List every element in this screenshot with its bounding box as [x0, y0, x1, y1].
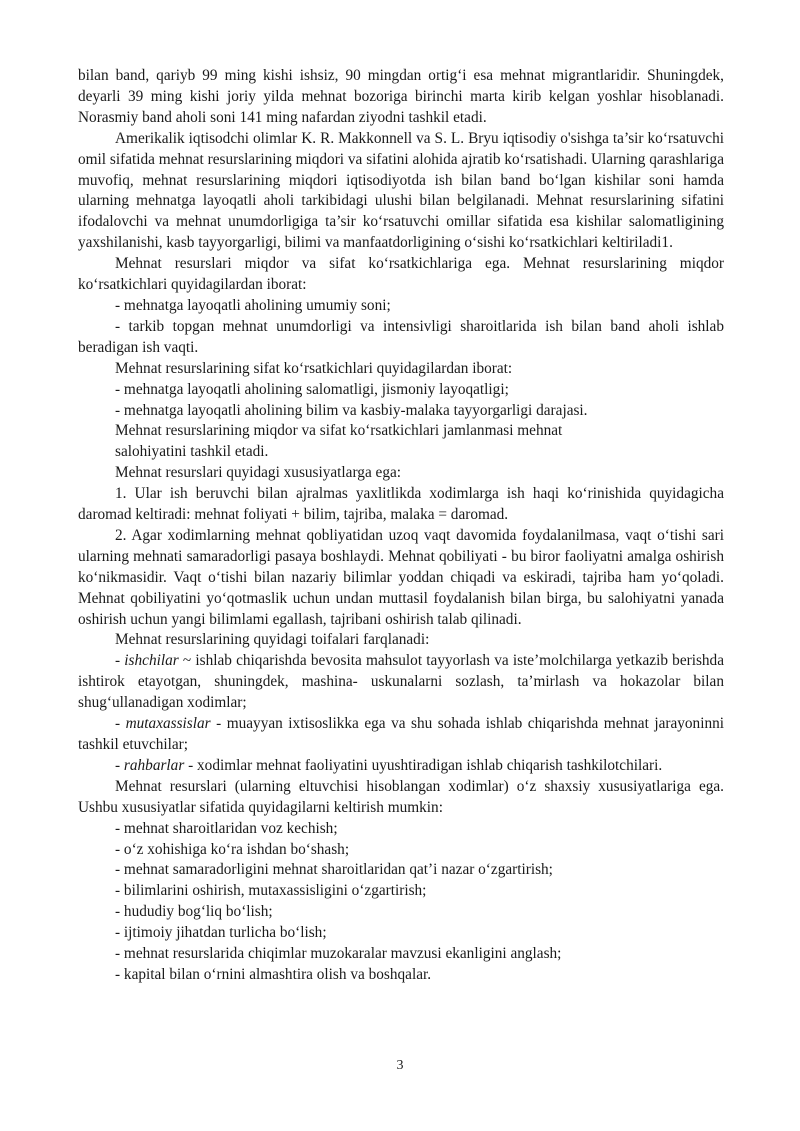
paragraph: - mehnat sharoitlaridan voz kechish; — [115, 819, 338, 837]
paragraph: bilan band, qariyb 99 ming kishi ishsiz, 90 mingdan ortig‘i esa mehnat migrantlaridir. Shuningdek, deyarli 39 ming kishi joriy yilda mehnat bozoriga birinchi marta kirib kelgan yoshlar hisoblanadi. Norasmiy band aholi soni 141 ming nafardan ziyodni tashkil etadi. — [78, 67, 724, 126]
paragraph: - mehnatga layoqatli aholining bilim va kasbiy-malaka tayyorgarligi darajasi. — [115, 401, 588, 419]
paragraph: - bilimlarini oshirish, mutaxassisligini o‘zgartirish; — [115, 882, 427, 900]
paragraph: Mehnat resurslarining miqdor va sifat ko‘rsatkichlari jamlanmasi mehnat — [115, 422, 563, 440]
paragraph: - ijtimoiy jihatdan turlicha bo‘lish; — [115, 924, 327, 942]
paragraph: - mehnat samaradorligini mehnat sharoitlaridan qat’i nazar o‘zgartirish; — [115, 861, 553, 879]
paragraph: Mehnat resurslarining quyidagi toifalari farqlanadi: — [115, 631, 430, 649]
document-body — [78, 66, 724, 986]
paragraph: - o‘z xohishiga ko‘ra ishdan bo‘shash; — [115, 840, 350, 858]
paragraph: - mutaxassislar - muayyan ixtisoslikka ega va shu sohada ishlab chiqarishda mehnat jarayoninni tashkil etuvchilar; — [78, 715, 725, 753]
paragraph: - mehnat resurslarida chiqimlar muzokaralar mavzusi ekanligini anglash; — [115, 945, 562, 963]
paragraph: Mehnat resurslari quyidagi xususiyatlarga ega: — [115, 464, 402, 482]
paragraph: Amerikalik iqtisodchi olimlar K. R. Makkonnell va S. L. Bryu iqtisodiy o'sishga ta’sir ko‘rsatuvchi omil sifatida mehnat resurslarining miqdori va sifatini alohida ajratib ko‘rsatishadi. Ularning qarashlariga muvofiq, mehnat resurslarining miqdori iqtisodiyotda ish bilan band bo‘lgan kishilar soni hamda ularning mehnatga layoqatli aholi tarkibidagi ulushi bilan belgilanadi. Mehnat resurslarining sifatini ifodalovchi va mehnat unumdorligiga ta’sir ko‘rsatuvchi omillar sifatida esa kishilar salomatligining yaxshilanishi, kasb tayyorgarligi, bilimi va manfaatdorligining o‘sishi ko‘rsatkichlari keltiriladi1. — [78, 129, 724, 252]
paragraph: - mehnatga layoqatli aholining umumiy soni; — [115, 296, 391, 314]
paragraph: Mehnat resurslari miqdor va sifat ko‘rsatkichlariga ega. Mehnat resurslarining miqdor ko‘rsatkichlari quyidagilardan iborat: — [78, 255, 724, 294]
paragraph: 2. Agar xodimlarning mehnat qobliyatidan uzoq vaqt davomida foydalanilmasa, vaqt o‘tishi sari ularning mehnati samaradorligi pasaya boshlaydi. Mehnat qobiliyati - bu biror faoliyatni amalga oshirish ko‘nikmasidir. Vaqt o‘tishi bilan nazariy bilimlar yoddan chiqadi va eskiradi, tajriba ham yo‘qoladi. Mehnat qobiliyatini yo‘qotmaslik uchun undan muttasil foydalanish bilan birga, bu salohiyatni yanada oshirish uchun yangi bilimlami egallash, tajribani oshirish talab qilinadi. — [78, 526, 724, 628]
paragraph: - rahbarlar - xodimlar mehnat faoliyatini uyushtiradigan ishlab chiqarish tashkilotchilari. — [115, 756, 663, 774]
paragraph: Mehnat resurslari (ularning eltuvchisi hisoblangan xodimlar) o‘z shaxsiy xususiyatlariga ega. Ushbu xususiyatlar sifatida quyidagilarni keltirish mumkin: — [78, 777, 724, 816]
paragraph: - kapital bilan o‘rnini almashtira olish va boshqalar. — [115, 965, 432, 983]
paragraph: salohiyatini tashkil etadi. — [115, 443, 269, 461]
page-number: 3 — [396, 1058, 404, 1073]
paragraph: - tarkib topgan mehnat unumdorligi va intensivligi sharoitlarida ish bilan band aholi ishlab beradigan ish vaqti. — [78, 317, 724, 356]
paragraph: - ishchilar ~ ishlab chiqarishda bevosita mahsulot tayyorlash va iste’molchilarga yetkazib berishda ishtirok etayotgan, shuningdek, mashina- uskunalarni sozlash, ta’mirlash va hokazolar bilan shug‘ullanadigan xodimlar; — [78, 652, 724, 712]
paragraph: - mehnatga layoqatli aholining salomatligi, jismoniy layoqatligi; — [115, 380, 509, 398]
paragraph: Mehnat resurslarining sifat ko‘rsatkichlari quyidagilardan iborat: — [115, 359, 513, 377]
paragraph: 1. Ular ish beruvchi bilan ajralmas yaxlitlikda xodimlarga ish haqi ko‘rinishida quyidagicha daromad keltiradi: mehnat foliyati + bilim, tajriba, malaka = daromad. — [78, 485, 724, 524]
paragraph: - hududiy bog‘liq bo‘lish; — [115, 903, 273, 921]
